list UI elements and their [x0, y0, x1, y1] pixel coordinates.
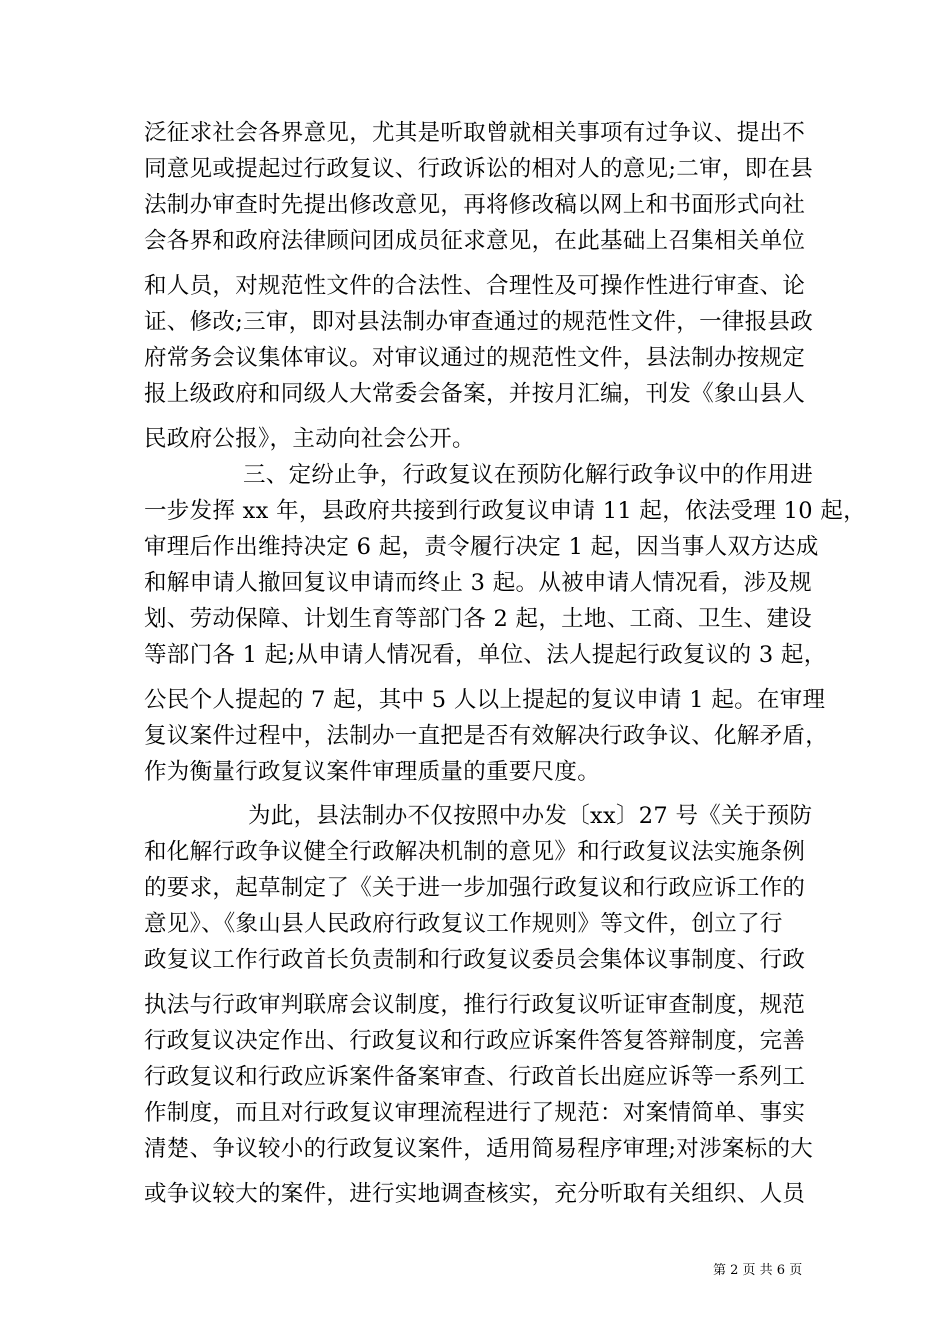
text-line: 和解申请人撤回复议申请而终止 3 起。从被申请人情况看，涉及规	[144, 570, 812, 596]
text-line: 作制度，而且对行政复议审理流程进行了规范：对案情简单、事实	[144, 1100, 806, 1126]
text-line: 清楚、争议较小的行政复议案件，适用简易程序审理;对涉案标的大	[144, 1136, 814, 1162]
text-line: 民政府公报》，主动向社会公开。	[144, 426, 475, 452]
text-line: 和人员，对规范性文件的合法性、合理性及可操作性进行审查、论	[144, 273, 806, 299]
text-line: 泛征求社会各界意见，尤其是听取曾就相关事项有过争议、提出不	[144, 120, 806, 146]
text-line: 的要求，起草制定了《关于进一步加强行政复议和行政应诉工作的	[144, 875, 806, 901]
text-line: 行政复议决定作出、行政复议和行政应诉案件答复答辩制度，完善	[144, 1028, 806, 1054]
text-line: 法制办审查时先提出修改意见，再将修改稿以网上和书面形式向社	[144, 192, 806, 218]
text-line: 会各界和政府法律顾问团成员征求意见，在此基础上召集相关单位	[144, 228, 806, 254]
text-line: 复议案件过程中，法制办一直把是否有效解决行政争议、化解矛盾，	[144, 723, 829, 749]
text-line: 等部门各 1 起;从申请人情况看，单位、法人提起行政复议的 3 起，	[144, 642, 827, 668]
text-line: 和化解行政争议健全行政解决机制的意见》和行政复议法实施条例	[144, 839, 806, 865]
text-line: 审理后作出维持决定 6 起，责令履行决定 1 起，因当事人双方达成	[144, 534, 819, 560]
text-line: 政复议工作行政首长负责制和行政复议委员会集体议事制度、行政	[144, 947, 806, 973]
text-line: 公民个人提起的 7 起，其中 5 人以上提起的复议申请 1 起。在审理	[144, 687, 826, 713]
text-line: 行政复议和行政应诉案件备案审查、行政首长出庭应诉等一系列工	[144, 1064, 806, 1090]
text-line: 作为衡量行政复议案件审理质量的重要尺度。	[144, 759, 601, 785]
page-number: 第 2 页 共 6 页	[713, 1263, 803, 1278]
text-line: 划、劳动保障、计划生育等部门各 2 起，土地、工商、卫生、建设	[144, 606, 812, 632]
text-line: 执法与行政审判联席会议制度，推行行政复议听证审查制度，规范	[144, 992, 806, 1018]
text-line: 府常务会议集体审议。对审议通过的规范性文件，县法制办按规定	[144, 345, 806, 371]
text-line: 报上级政府和同级人大常委会备案，并按月汇编，刊发《象山县人	[144, 381, 806, 407]
text-line: 证、修改;三审，即对县法制办审查通过的规范性文件，一律报县政	[144, 309, 814, 335]
text-line: 一步发挥 xx 年，县政府共接到行政复议申请 11 起，依法受理 10 起，	[144, 498, 866, 524]
text-line: 或争议较大的案件，进行实地调查核实，充分听取有关组织、人员	[144, 1181, 806, 1207]
paragraph-start: 为此，县法制办不仅按照中办发〔xx〕27 号《关于预防	[248, 803, 813, 829]
text-line: 同意见或提起过行政复议、行政诉讼的相对人的意见;二审，即在县	[144, 156, 814, 182]
text-line: 意见》、《象山县人民政府行政复议工作规则》等文件，创立了行	[144, 911, 783, 937]
section-heading-paragraph-start: 三、定纷止争，行政复议在预防化解行政争议中的作用进	[243, 462, 814, 488]
